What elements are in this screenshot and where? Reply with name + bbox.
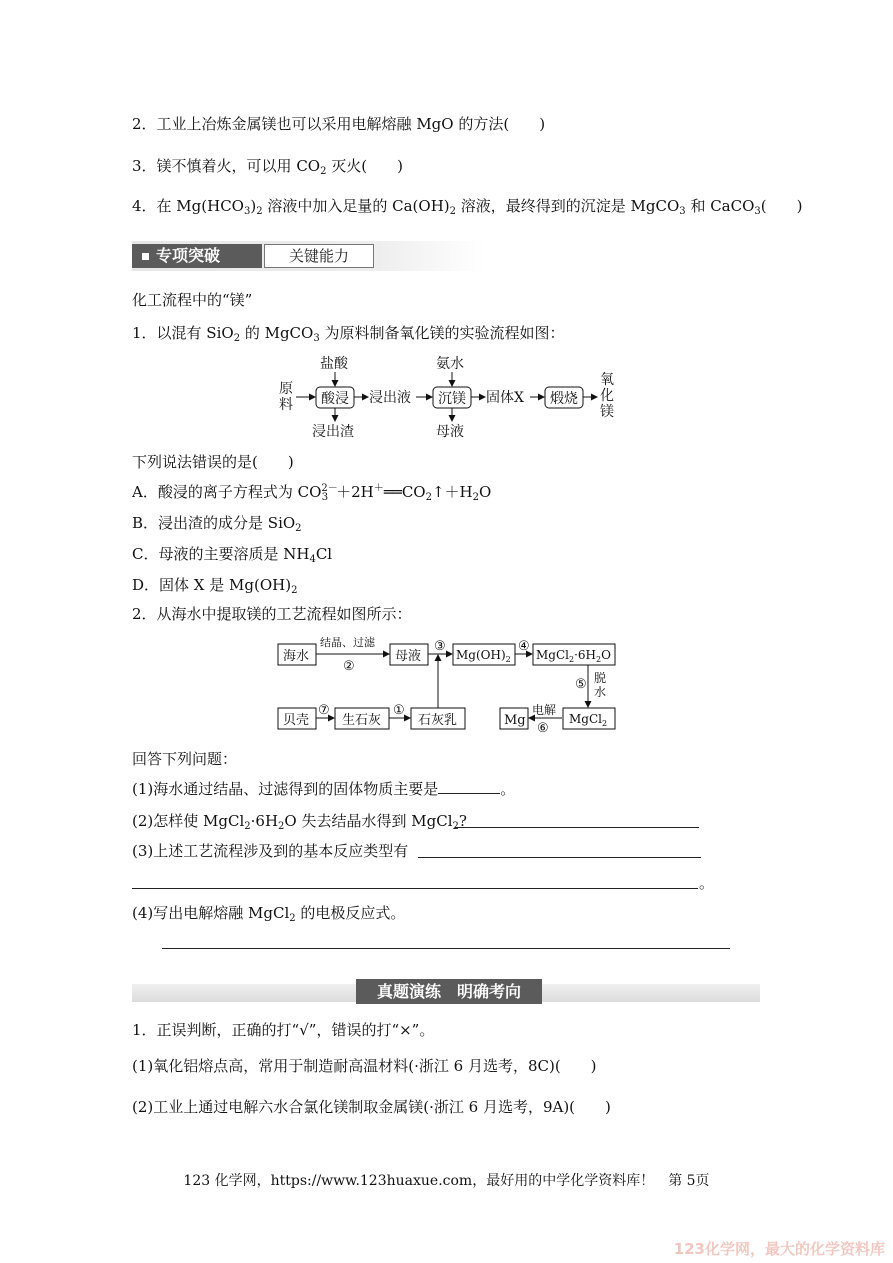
- answer-blank[interactable]: [438, 779, 500, 794]
- quicklime-label: 生石灰: [342, 713, 382, 728]
- topic-heading: 化工流程中的“镁”: [132, 291, 253, 309]
- raw-label-1: 原: [279, 381, 293, 397]
- answer-prompt: 回答下列问题：: [132, 750, 238, 768]
- step-6-label: ⑥: [537, 721, 549, 736]
- banner-subtitle: 关键能力: [264, 244, 374, 268]
- square-bullet-icon: [142, 253, 149, 260]
- subquestion-4: (4)写出电解熔融 MgCl$_2$ 的电极反应式。: [132, 904, 406, 924]
- answer-line[interactable]: [132, 888, 698, 889]
- true-false-instruction: 1．正误判断，正确的打“√”，错误的打“×”。: [132, 1021, 435, 1039]
- precip-label: 沉镁: [438, 391, 466, 407]
- mgcl2-6h2o-label: $MgCl_2\cdot 6H_2O$: [536, 648, 611, 664]
- section-banner-real-exam: [132, 978, 760, 1006]
- period-mark: 。: [699, 874, 715, 892]
- subquestion-1: (1)海水通过结晶、过滤得到的固体物质主要是 。: [132, 780, 516, 798]
- subquestion-2: (2)怎样使 $MgCl_2\cdot 6H_2O$ 失去结晶水得到 MgCl$_2$?: [132, 812, 467, 832]
- mgo-label-2: 化: [600, 388, 614, 404]
- page-footer: 123 化学网，https://www.123huaxue.com，最好用的中学化学资料库！ 第 5页: [183, 1173, 710, 1189]
- ammonia-label: 氨水: [436, 356, 464, 372]
- question-2: 2．工业上冶炼金属镁也可以采用电解熔融 MgO 的方法( ): [132, 115, 546, 133]
- calcine-label: 煅烧: [550, 391, 578, 407]
- banner-title: 专项突破: [132, 244, 262, 268]
- mgo-label-3: 镁: [600, 404, 614, 420]
- answer-line[interactable]: [418, 857, 701, 858]
- mgcl2-label: MgCl$_2$: [569, 712, 608, 728]
- lime-milk-label: 石灰乳: [418, 713, 458, 728]
- residue-label: 浸出渣: [312, 424, 354, 440]
- cryst-filter-label: 结晶、过滤: [320, 636, 375, 649]
- step-1-label: ①: [393, 703, 405, 718]
- mg-label: Mg: [504, 713, 526, 728]
- problem-2: 2．从海水中提取镁的工艺流程如图所示：: [132, 605, 412, 623]
- option-b: B．浸出渣的成分是 SiO$_2$: [132, 514, 302, 534]
- mother-label: 母液: [395, 649, 422, 664]
- question-stem: 下列说法错误的是( ): [132, 453, 294, 471]
- question-3: 3．镁不慎着火，可以用 $CO_2$ 灭火( ): [132, 157, 403, 177]
- electrolysis-label: 电解: [532, 703, 557, 717]
- step-3-label: ③: [434, 639, 446, 654]
- option-d: D．固体 X 是 $Mg(OH)_2$: [132, 576, 298, 596]
- leachate-label: 浸出液: [369, 390, 411, 406]
- step-2-label: ②: [343, 659, 355, 674]
- mgoh2-label: $Mg(OH)_2$: [456, 648, 511, 664]
- solid-x-label: 固体X: [486, 390, 524, 406]
- section-banner-key-ability: [132, 241, 484, 271]
- step-7-label: ⑦: [318, 703, 330, 718]
- true-false-item-1: (1)氧化铝熔点高，常用于制造耐高温材料(·浙江 6 月选考，8C)( ): [132, 1057, 597, 1075]
- answer-line[interactable]: [162, 948, 730, 949]
- step-4-label: ④: [518, 639, 530, 654]
- acid-leach-label: 酸浸: [321, 391, 349, 407]
- dehydrate-label-2: 水: [594, 685, 607, 699]
- step-5-label: ⑤: [575, 677, 587, 692]
- seawater-label: 海水: [283, 649, 310, 664]
- subquestion-3: (3)上述工艺流程涉及到的基本反应类型有: [132, 842, 409, 860]
- raw-label-2: 料: [279, 397, 293, 413]
- option-c: C．母液的主要溶质是 $NH_4Cl$: [132, 545, 333, 565]
- banner-title: 真题演练 明确考向: [356, 979, 542, 1004]
- flow-diagram-mgo: [270, 352, 630, 442]
- question-4: 4．在 $Mg(HCO_3)_2$ 溶液中加入足量的 $Ca(OH)_2$ 溶液，最终得到的沉淀是 MgCO$_3$ 和 CaCO$_3$( ): [132, 197, 803, 217]
- answer-line[interactable]: [455, 827, 699, 828]
- hcl-label: 盐酸: [320, 356, 348, 372]
- mgo-label-1: 氧: [600, 372, 614, 388]
- mother-liquor-label: 母液: [436, 424, 464, 440]
- true-false-item-2: (2)工业上通过电解六水合氯化镁制取金属镁(·浙江 6 月选考，9A)( ): [132, 1098, 611, 1116]
- dehydrate-label-1: 脱: [594, 671, 607, 685]
- flow-diagram-seawater-mg: [270, 634, 625, 736]
- problem-1: 1．以混有 SiO$_2$ 的 MgCO$_3$ 为原料制备氧化镁的实验流程如图：: [132, 324, 565, 344]
- shell-label: 贝壳: [283, 713, 310, 728]
- option-a: A．酸浸的离子方程式为 $CO^{2-}_3$ $+2H^+══CO_2↑+H_2O$: [132, 483, 492, 503]
- watermark: 123化学网，最大的化学资料库: [673, 1240, 885, 1258]
